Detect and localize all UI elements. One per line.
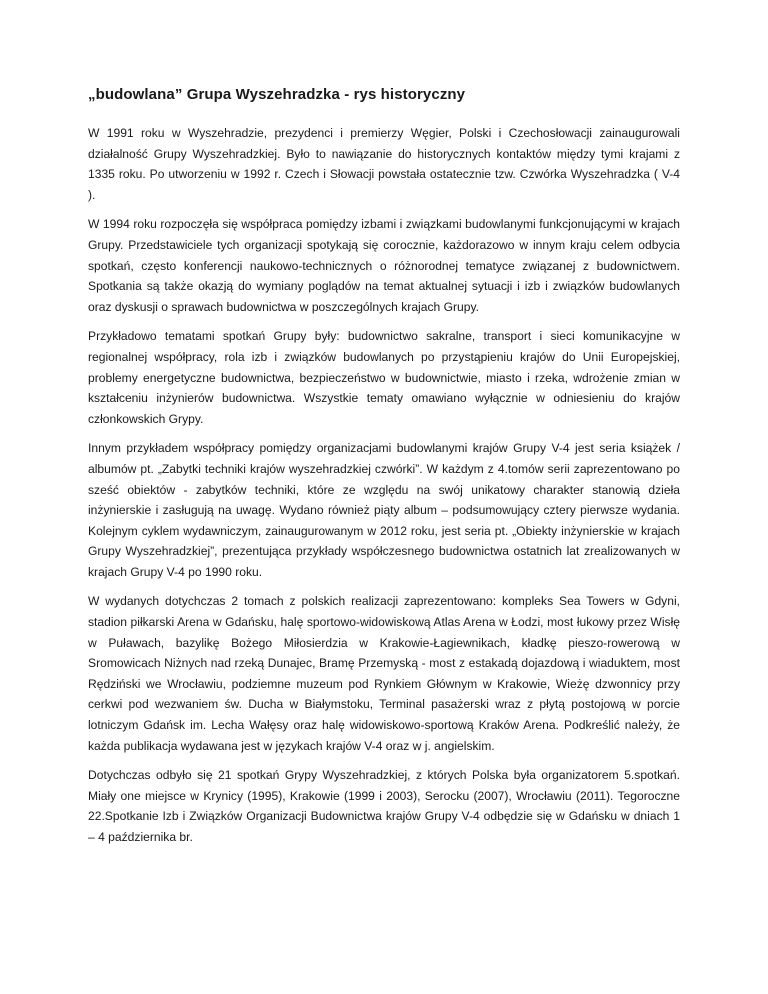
paragraph-polish-projects: W wydanych dotychczas 2 tomach z polskich realizacji zaprezentowano: kompleks Sea Towers w Gdyni, stadion piłkarski Arena w Gdańsku, halę sportowo-widowiskową Atlas Arena w Łodzi, most łukowy przez Wisłę w Puławach, bazylikę Bożego Miłosierdzia w Krakowie-Łagiewnikach, kładkę pieszo-rowerową w Sromowicach Niżnych nad rzeką Dunajec, Bramę Przemyską - most z estakadą dojazdową i wiaduktem, most Rędziński we Wrocławiu, podziemne muzeum pod Rynkiem Głównym w Krakowie, Wieżę dzwonnicy przy cerkwi pod wezwaniem św. Ducha w Białymstoku, Terminal pasażerski wraz z płytą postojową w porcie lotniczym Gdańsk im. Lecha Wałęsy oraz halę widowiskowo-sportową Kraków Arena. Podkreślić należy, że każda publikacja wydawana jest w językach krajów V-4 oraz w j. angielskim.: [88, 594, 680, 753]
paragraph-cooperation: W 1994 roku rozpoczęła się współpraca pomiędzy izbami i związkami budowlanymi funkcjonującymi w krajach Grupy. Przedstawiciele tych organizacji spotykają się corocznie, każdorazowo w innym kraju celem odbycia spotkań, często konferencji naukowo-technicznych o różnorodnej tematyce związanej z budownictwem. Spotkania są także okazją do wymiany poglądów na temat aktualnej sytuacji i izb i związków budowlanych oraz dyskusji o sprawach budownictwa w poszczególnych krajach Grupy.: [88, 217, 680, 314]
paragraph-founding: W 1991 roku w Wyszehradzie, prezydenci i premierzy Węgier, Polski i Czechosłowacji zainaugurowali działalność Grupy Wyszehradzkiej. Było to nawiązanie do historycznych kontaktów między tymi krajami z 1335 roku. Po utworzeniu w 1992 r. Czech i Słowacji powstała ostatecznie tzw. Czwórka Wyszehradzka ( V-4 ).: [88, 126, 680, 202]
paragraph-meetings-history: Dotychczas odbyło się 21 spotkań Grypy Wyszehradzkiej, z których Polska była organizatorem 5.spotkań. Miały one miejsce w Krynicy (1995), Krakowie (1999 i 2003), Serocku (2007), Wrocławiu (2011). Tegoroczne 22.Spotkanie Izb i Związków Organizacji Budownictwa krajów Grupy V-4 odbędzie się w Gdańsku w dniach 1 – 4 października br.: [88, 768, 680, 844]
paragraph-meeting-topics: Przykładowo tematami spotkań Grupy były: budownictwo sakralne, transport i sieci komunikacyjne w regionalnej współpracy, rola izb i związków budowlanych po przystąpieniu krajów do Unii Europejskiej, problemy energetyczne budownictwa, bezpieczeństwo w budownictwie, miasto i rzeka, wdrożenie zmian w kształceniu inżynierów budownictwa. Wszystkie tematy omawiano wyłącznie w odniesieniu do krajów członkowskich Grypy.: [88, 329, 680, 426]
document-page: [88, 85, 680, 857]
document-title: „budowlana” Grupa Wyszehradzka - rys historyczny: [88, 86, 466, 103]
paragraph-publications: Innym przykładem współpracy pomiędzy organizacjami budowlanymi krajów Grupy V-4 jest seria książek / albumów pt. „Zabytki techniki krajów wyszehradzkiej czwórki”. W każdym z 4.tomów serii zaprezentowano po sześć obiektów - zabytków techniki, które ze względu na swój unikatowy charakter stanowią dzieła inżynierskie i zasługują na uwagę. Wydano również piąty album – podsumowujący cztery pierwsze wydania. Kolejnym cyklem wydawniczym, zainaugurowanym w 2012 roku, jest seria pt. „Obiekty inżynierskie w krajach Grupy Wyszehradzkiej”, prezentująca przykłady współczesnego budownictwa ostatnich lat zrealizowanych w krajach Grupy V-4 po 1990 roku.: [88, 441, 680, 579]
